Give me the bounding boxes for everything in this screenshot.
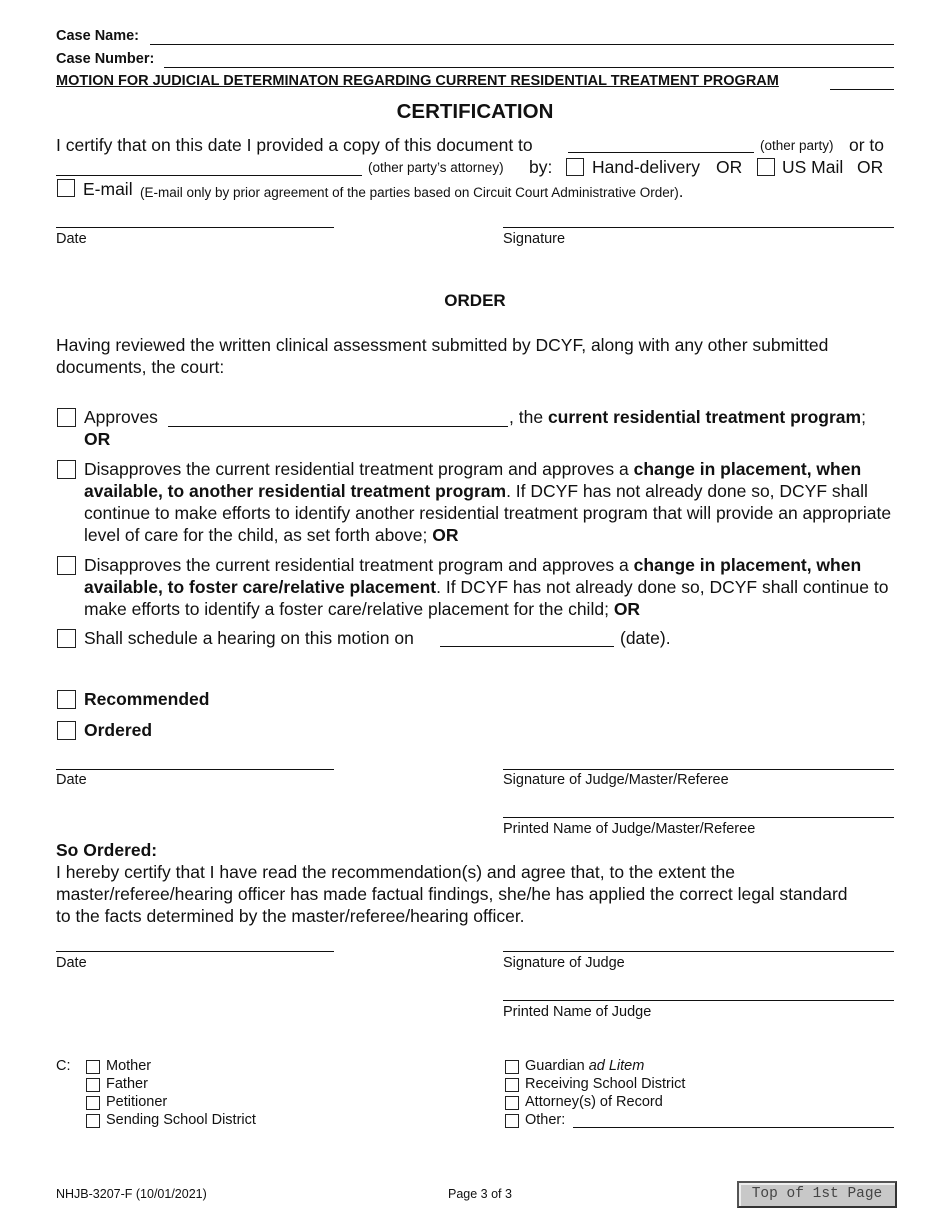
cc-label: C: <box>56 1058 71 1074</box>
cc-father-label: Father <box>106 1076 148 1092</box>
title-rule <box>830 89 894 90</box>
so-ordered-date-label: Date <box>56 955 87 971</box>
approves-label: Approves <box>84 407 158 427</box>
cc-other-checkbox[interactable] <box>505 1114 519 1128</box>
case-name-field[interactable] <box>150 44 894 45</box>
form-id: NHJB-3207-F (10/01/2021) <box>56 1187 207 1201</box>
opt2-text <box>84 458 896 546</box>
ordered-checkbox[interactable] <box>57 721 76 740</box>
cc-mother-label: Mother <box>106 1058 152 1074</box>
judge-master-signature-line[interactable] <box>503 769 894 770</box>
case-number-label: Case Number: <box>56 51 155 67</box>
recommended-checkbox[interactable] <box>57 690 76 709</box>
cc-petitioner-checkbox[interactable] <box>86 1096 100 1110</box>
cc-guardian-italic: ad Litem <box>588 1058 645 1074</box>
other-party-field[interactable] <box>568 152 754 153</box>
cc-other-label: Other: <box>525 1112 566 1128</box>
attorney-field[interactable] <box>56 175 362 176</box>
order-intro: Having reviewed the written clinical assessment submitted by DCYF, along with any other submitted documents, the court: <box>56 335 829 377</box>
opt1-bold: current residential treatment program <box>547 407 862 427</box>
cc-guardian-text: Guardian <box>525 1058 585 1074</box>
schedule-hearing-checkbox[interactable] <box>57 629 76 648</box>
email-label: E-mail <box>83 179 133 199</box>
cert-date-label: Date <box>56 231 87 247</box>
judge-printed-label: Printed Name of Judge <box>503 1004 652 1020</box>
email-note-period: . <box>678 182 684 201</box>
opt2-pre: Disapproves the current residential treatment program and approves a <box>84 459 629 479</box>
us-mail-checkbox[interactable] <box>757 158 775 176</box>
cc-receiving-school-label: Receiving School District <box>525 1076 686 1092</box>
or-text-2: OR <box>857 157 884 177</box>
us-mail-label: US Mail <box>782 157 844 177</box>
cert-signature-label: Signature <box>503 231 566 247</box>
email-note <box>140 182 683 202</box>
opt3-bold: change in placement, when available, to foster care/relative placement <box>84 555 862 597</box>
or-to-text: or to <box>849 135 885 155</box>
opt1-the: , the <box>509 407 544 427</box>
opt3-text <box>84 554 896 620</box>
cc-other-field[interactable] <box>573 1127 894 1128</box>
opt1-or: OR <box>84 429 111 449</box>
attorney-label: (other party’s attorney) <box>368 160 504 175</box>
judge-master-printed-label: Printed Name of Judge/Master/Referee <box>503 821 756 837</box>
so-ordered-text: I hereby certify that I have read the recommendation(s) and agree that, to the extent the master/referee/hearing officer has made factual findings, she/he has applied the correct legal standard to the facts determined by the master/referee/hearing officer. <box>56 862 848 926</box>
hand-delivery-checkbox[interactable] <box>566 158 584 176</box>
order-date-line[interactable] <box>56 769 334 770</box>
other-party-label: (other party) <box>760 138 834 153</box>
cc-guardian-checkbox[interactable] <box>505 1060 519 1074</box>
opt3-post: . If DCYF has not already done so, DCYF shall continue to make efforts to identify a foster care/relative placement for the child; <box>84 577 889 619</box>
email-checkbox[interactable] <box>57 179 75 197</box>
cc-receiving-school-checkbox[interactable] <box>505 1078 519 1092</box>
judge-printed-line[interactable] <box>503 1000 894 1001</box>
case-name-label: Case Name: <box>56 28 140 44</box>
top-of-first-page-button[interactable]: Top of 1st Page <box>737 1181 897 1208</box>
recommended-label: Recommended <box>84 689 210 709</box>
cc-attorneys-checkbox[interactable] <box>505 1096 519 1110</box>
cc-sending-school-checkbox[interactable] <box>86 1114 100 1128</box>
opt2-or: OR <box>432 525 459 545</box>
certify-text: I certify that on this date I provided a copy of this document to <box>56 135 533 155</box>
judge-signature-label: Signature of Judge <box>503 955 625 971</box>
opt4-post: (date). <box>620 628 671 648</box>
so-ordered-date-line[interactable] <box>56 951 334 952</box>
judge-signature-line[interactable] <box>503 951 894 952</box>
cc-petitioner-label: Petitioner <box>106 1094 168 1110</box>
cc-guardian-label <box>525 1058 644 1074</box>
motion-title: MOTION FOR JUDICIAL DETERMINATON REGARDING CURRENT RESIDENTIAL TREATMENT PROGRAM <box>56 73 779 89</box>
opt1-tail <box>509 406 866 428</box>
cert-signature-line[interactable] <box>503 227 894 228</box>
certification-title: CERTIFICATION <box>396 100 554 123</box>
approves-program-field[interactable] <box>168 426 508 427</box>
cc-father-checkbox[interactable] <box>86 1078 100 1092</box>
hearing-date-field[interactable] <box>440 646 614 647</box>
cc-attorneys-label: Attorney(s) of Record <box>525 1094 663 1110</box>
opt4-pre: Shall schedule a hearing on this motion on <box>84 628 414 648</box>
ordered-label: Ordered <box>84 720 153 740</box>
cc-mother-checkbox[interactable] <box>86 1060 100 1074</box>
opt3-pre: Disapproves the current residential treatment program and approves a <box>84 555 629 575</box>
opt2-bold: change in placement, when available, to another residential treatment program <box>84 459 862 501</box>
email-note-text: (E-mail only by prior agreement of the parties based on Circuit Court Administrative Order) <box>140 185 679 200</box>
disapprove-foster-checkbox[interactable] <box>57 556 76 575</box>
opt3-or: OR <box>613 599 641 619</box>
judge-master-printed-line[interactable] <box>503 817 894 818</box>
by-text: by: <box>529 157 553 177</box>
so-ordered-title: So Ordered: <box>56 840 158 860</box>
disapprove-rtp-checkbox[interactable] <box>57 460 76 479</box>
order-date-label: Date <box>56 772 87 788</box>
opt1-semicolon: ; <box>861 407 866 427</box>
judge-master-signature-label: Signature of Judge/Master/Referee <box>503 772 729 788</box>
page-number: Page 3 of 3 <box>448 1187 512 1201</box>
order-title: ORDER <box>444 291 506 310</box>
opt2-post: . If DCYF has not already done so, DCYF shall continue to make efforts to identify another residential treatment program that will provide an appropriate level of care for the child, as set forth above; <box>84 481 892 545</box>
or-text-1: OR <box>716 157 743 177</box>
case-number-field[interactable] <box>164 67 894 68</box>
approves-checkbox[interactable] <box>57 408 76 427</box>
cc-sending-school-label: Sending School District <box>106 1112 256 1128</box>
cert-date-line[interactable] <box>56 227 334 228</box>
hand-delivery-label: Hand-delivery <box>592 157 700 177</box>
